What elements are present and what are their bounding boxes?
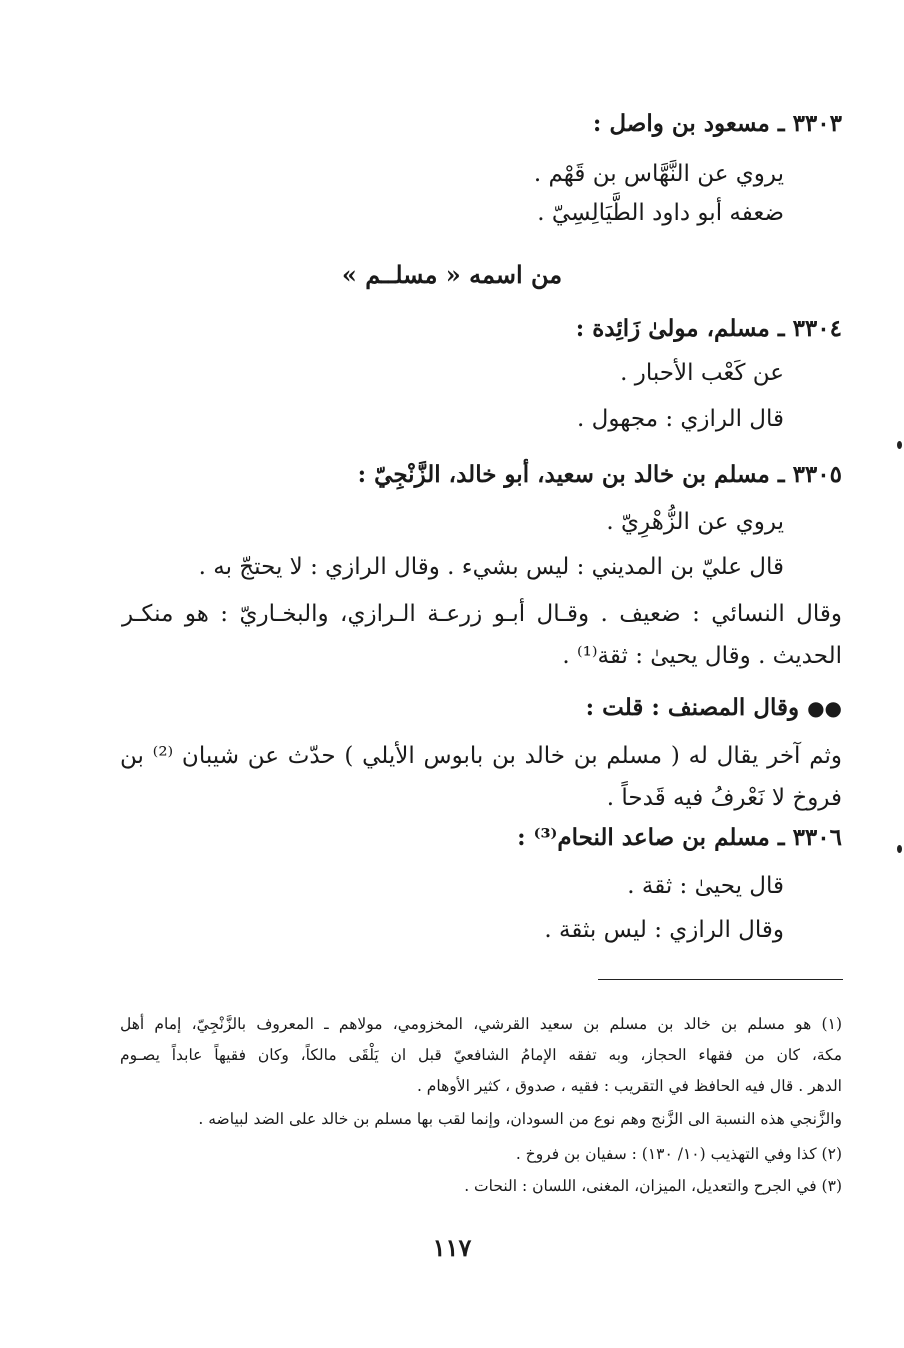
- entry-3306-line-1: قال يحيىٰ : ثقة .: [627, 873, 784, 899]
- entry-3305-line-2: قال عليّ بن المديني : ليس بشيء . وقال الرازي : لا يحتجّ به .: [198, 554, 784, 580]
- footnote-separator: [598, 979, 843, 980]
- entry-3303-line-1: يروي عن النَّهَّاس بن قَهْم .: [533, 161, 784, 187]
- entry-3304-heading: ٣٣٠٤ ـ مسلم، مولىٰ زَائِدة :: [575, 315, 842, 342]
- entry-3306-heading: ٣٣٠٦ ـ مسلم بن صاعد النحام⁽³⁾ :: [517, 824, 842, 851]
- author-note-heading-row: [586, 692, 842, 724]
- author-note-bullets: ●●: [807, 696, 842, 720]
- footnote-1-line-1: (١) هو مسلم بن خالد بن مسلم بن سعيد القرشي، المخزومي، مولاهم ـ المعروف بالزَّنْجِيّ، إمام أهل: [120, 1015, 842, 1033]
- author-note-heading: وقال المصنف : قلت :: [585, 694, 800, 721]
- section-title-muslim: من اسمه « مسلــم »: [341, 260, 563, 289]
- entry-3303-line-2: ضعفه أبو داود الطَّيَالِسِيّ .: [537, 200, 784, 226]
- author-note-line-2: فروخ لا نَعْرفُ فيه قَدحاً .: [606, 785, 842, 811]
- entry-3304-line-1: عن كَعْب الأحبار .: [620, 360, 784, 386]
- entry-3305-line-4: الحديث . وقال يحيىٰ : ثقة⁽¹⁾ .: [562, 643, 842, 669]
- footnote-1-line-3: الدهر . قال فيه الحافظ في التقريب : فقيه ، صدوق ، كثير الأوهام .: [416, 1077, 842, 1095]
- footnote-2: (٢) كذا وفي التهذيب (١٠/ ١٣٠) : سفيان بن فروخ .: [515, 1145, 842, 1163]
- entry-3305-line-1: يروي عن الزُّهْرِيّ .: [606, 509, 784, 535]
- entry-3303-heading: ٣٣٠٣ ـ مسعود بن واصل :: [592, 110, 842, 137]
- entry-3305-line-3: وقال النسائي : ضعيف . وقـال أبـو زرعـة الـرازي، والبخـاريّ : هو منكـر: [122, 601, 842, 627]
- entry-3304-line-2: قال الرازي : مجهول .: [577, 406, 784, 432]
- scan-speck: [897, 441, 902, 449]
- entry-3306-line-2: وقال الرازي : ليس بثقة .: [544, 917, 784, 943]
- page-number: ١١٧: [432, 1233, 472, 1262]
- footnote-1-line-2: مكة، كان من فقهاء الحجاز، وبه تفقه الإمامُ الشافعيّ قبل ان يَلْقَى مالكاً، وكان فقيهاً عابداً يصـوم: [120, 1046, 842, 1064]
- footnote-1-line-4: والزَّنجي هذه النسبة الى الزَّنج وهم نوع من السودان، وإنما لقب بها مسلم بن خالد على الضد لبياضه .: [198, 1110, 842, 1128]
- author-note-line-1: وثم آخر يقال له ( مسلم بن خالد بن بابوس الأيلي ) حدّث عن شيبان ⁽²⁾ بن: [120, 743, 843, 769]
- entry-3305-heading: ٣٣٠٥ ـ مسلم بن خالد بن سعيد، أبو خالد، الزَّنْجِيّ :: [357, 461, 842, 488]
- scan-speck: [897, 845, 902, 853]
- footnote-3: (٣) في الجرح والتعديل، الميزان، المغنى، اللسان : النحات .: [464, 1177, 842, 1195]
